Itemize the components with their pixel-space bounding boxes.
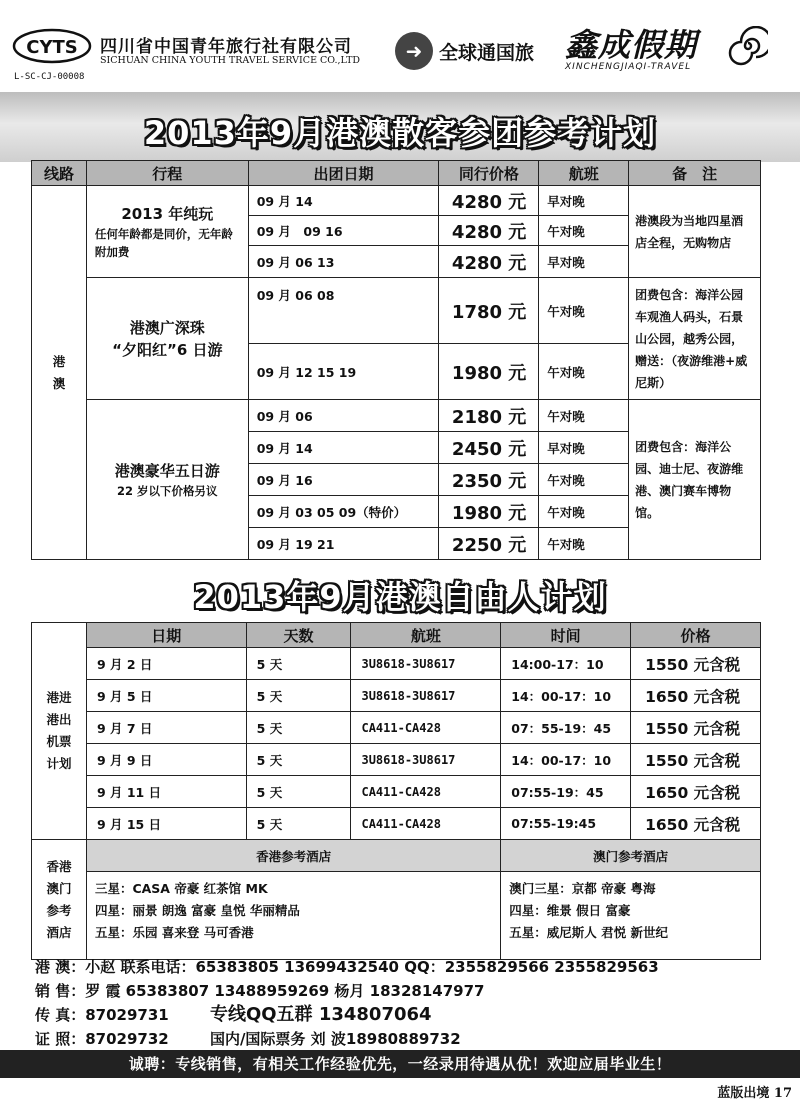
route-label: 港澳 xyxy=(52,353,66,391)
mo-hotel-3star: 澳门三星：京都 帝豪 粤海 xyxy=(509,881,656,896)
price-cell: 1650 元含税 xyxy=(631,808,761,840)
price-cell: 4280 元 xyxy=(439,246,539,278)
ticket-plan-side xyxy=(32,623,87,840)
hotel-row xyxy=(32,872,761,960)
hk-hotel-5star: 五星：乐园 喜来登 马可香港 xyxy=(94,925,254,940)
contact-visa: 证 照：87029732 xyxy=(35,1030,169,1048)
flight-cell: 早对晚 xyxy=(539,186,629,216)
itinerary-name: 港澳豪华五日游 xyxy=(114,461,220,480)
hk-hotel-title: 香港参考酒店 xyxy=(86,840,500,872)
date-cell: 09 月 06 13 xyxy=(248,246,439,278)
date-cell: 09 月 16 xyxy=(248,464,439,496)
date-cell: 09 月 03 05 09（特价） xyxy=(248,496,439,528)
itinerary-sub: 任何年龄都是同价，无年龄附加费 xyxy=(94,226,233,259)
price-cell: 1550 元含税 xyxy=(631,744,761,776)
flight-cell: 午对晚 xyxy=(539,496,629,528)
table-row xyxy=(32,744,761,776)
flight-cell: 3U8618-3U8617 xyxy=(351,744,501,776)
itinerary-cell xyxy=(86,278,248,400)
col-header-flight: 航班 xyxy=(351,623,501,648)
plan2-title: 2013年9月港澳自由人计划 xyxy=(193,578,607,616)
flight-cell: 3U8618-3U8617 xyxy=(351,680,501,712)
date-cell: 09 月 14 xyxy=(248,432,439,464)
note-cell: 港澳段为当地四星酒店全程，无购物店 xyxy=(629,186,761,278)
contact-sales: 销 售：罗 霞 65383807 13488959269 杨月 18328147977 xyxy=(35,982,485,1000)
table-row xyxy=(32,648,761,680)
plan1-title: 2013年9月港澳散客参团参考计划 xyxy=(143,114,657,152)
itinerary-cell xyxy=(86,400,248,560)
flight-cell: CA411-CA428 xyxy=(351,776,501,808)
hk-hotel-3star: 三星：CASA 帝豪 红茶馆 MK xyxy=(94,881,268,896)
cyts-logo-icon xyxy=(12,28,92,68)
price-cell: 2450 元 xyxy=(439,432,539,464)
group-tour-table xyxy=(31,160,761,560)
price-cell: 1980 元 xyxy=(439,496,539,528)
price-cell: 1980 元 xyxy=(439,344,539,400)
hk-hotel-4star: 四星：丽景 朗逸 富豪 皇悦 华丽精品 xyxy=(94,903,300,918)
xincheng-brand-cn: 鑫成假期 xyxy=(565,26,698,64)
free-travel-table xyxy=(31,622,761,960)
mo-hotel-5star: 五星：威尼斯人 君悦 新世纪 xyxy=(509,925,668,940)
note-cell: 团费包含：海洋公园车观渔人码头，石景山公园，越秀公园，赠送：（夜游维港+威尼斯） xyxy=(629,278,761,400)
price-cell: 1650 元含税 xyxy=(631,680,761,712)
time-cell: 07：55-19：45 xyxy=(501,712,631,744)
price-cell: 1780 元 xyxy=(439,278,539,344)
flight-cell: CA411-CA428 xyxy=(351,808,501,840)
xincheng-brand-en: XINCHENGJIAQI-TRAVEL xyxy=(565,62,692,72)
itinerary-name-2: “夕阳红”6 日游 xyxy=(112,340,223,359)
qqt-brand-name: 全球通国旅 xyxy=(439,41,535,64)
col-header-time: 时间 xyxy=(501,623,631,648)
days-cell: 5 天 xyxy=(246,680,351,712)
col-header-price: 同行价格 xyxy=(439,161,539,186)
days-cell: 5 天 xyxy=(246,744,351,776)
flight-cell: 3U8618-3U8617 xyxy=(351,648,501,680)
price-cell: 4280 元 xyxy=(439,186,539,216)
table-row xyxy=(32,186,761,216)
date-cell: 09 月 06 08 xyxy=(248,278,439,344)
table-row xyxy=(32,680,761,712)
col-header-days: 天数 xyxy=(246,623,351,648)
date-cell: 09 月 06 xyxy=(248,400,439,432)
table-row xyxy=(32,400,761,432)
note-cell: 团费包含：海洋公园、迪士尼、夜游维港、澳门赛车博物馆。 xyxy=(629,400,761,560)
mo-hotel-4star: 四星：维景 假日 富豪 xyxy=(509,903,631,918)
mo-hotel-title: 澳门参考酒店 xyxy=(501,840,761,872)
time-cell: 07:55-19：45 xyxy=(501,776,631,808)
price-cell: 2180 元 xyxy=(439,400,539,432)
table-row xyxy=(32,712,761,744)
recruitment-banner: 诚聘：专线销售，有相关工作经验优先，一经录用待遇从优！欢迎应届毕业生！ xyxy=(0,1050,800,1078)
date-cell: 09 月 12 15 19 xyxy=(248,344,439,400)
page-number: 蓝版出境 17 xyxy=(717,1086,792,1101)
date-cell: 09 月 19 21 xyxy=(248,528,439,560)
itinerary-name: 港澳广深珠 xyxy=(129,318,205,337)
flight-cell: 早对晚 xyxy=(539,246,629,278)
flight-cell: 午对晚 xyxy=(539,216,629,246)
days-cell: 5 天 xyxy=(246,648,351,680)
contact-ticketing: 国内/国际票务 刘 波18980889732 xyxy=(209,1030,461,1048)
ticket-plan-label: 港进港出机票计划 xyxy=(46,690,72,771)
date-cell: 9 月 9 日 xyxy=(86,744,246,776)
hk-hotel-list xyxy=(86,872,500,960)
price-cell: 2250 元 xyxy=(439,528,539,560)
price-cell: 1550 元含税 xyxy=(631,648,761,680)
contact-fax-row xyxy=(35,1003,659,1027)
col-header-date: 日期 xyxy=(86,623,246,648)
contacts xyxy=(35,955,659,1051)
date-cell: 9 月 2 日 xyxy=(86,648,246,680)
company-name-cn: 四川省中国青年旅行社有限公司 xyxy=(100,37,352,57)
table-row xyxy=(32,278,761,344)
itinerary-cell xyxy=(86,186,248,278)
table-header-row xyxy=(32,623,761,648)
flight-cell: 午对晚 xyxy=(539,528,629,560)
route-cell xyxy=(32,186,87,560)
contact-hk-macau: 港 澳：小赵 联系电话：65383805 13699432540 QQ：2355829566 2355829563 xyxy=(35,958,659,976)
hotel-side-label: 香港澳门参考酒店 xyxy=(46,858,72,940)
company-name-en: SICHUAN CHINA YOUTH TRAVEL SERVICE CO.,LTD xyxy=(100,55,361,66)
flight-cell: 午对晚 xyxy=(539,344,629,400)
date-cell: 9 月 7 日 xyxy=(86,712,246,744)
table-row xyxy=(32,808,761,840)
col-header-price: 价格 xyxy=(631,623,761,648)
days-cell: 5 天 xyxy=(246,776,351,808)
date-cell: 9 月 15 日 xyxy=(86,808,246,840)
col-header-flight: 航班 xyxy=(539,161,629,186)
col-header-note: 备 注 xyxy=(629,161,761,186)
time-cell: 07:55-19:45 xyxy=(501,808,631,840)
itinerary-sub: 22 岁以下价格另议 xyxy=(117,483,218,498)
time-cell: 14:00-17：10 xyxy=(501,648,631,680)
flight-cell: 午对晚 xyxy=(539,278,629,344)
contact-visa-row xyxy=(35,1027,659,1051)
time-cell: 14：00-17：10 xyxy=(501,680,631,712)
date-cell: 9 月 5 日 xyxy=(86,680,246,712)
flight-cell: 午对晚 xyxy=(539,464,629,496)
price-cell: 2350 元 xyxy=(439,464,539,496)
col-header-itinerary: 行程 xyxy=(86,161,248,186)
license-number: L-SC-CJ-00008 xyxy=(14,72,85,82)
swirl-icon xyxy=(728,26,768,66)
mo-hotel-list xyxy=(501,872,761,960)
price-cell: 1550 元含税 xyxy=(631,712,761,744)
itinerary-name: 2013 年纯玩 xyxy=(121,204,214,223)
header xyxy=(0,0,800,92)
hotel-header-row xyxy=(32,840,761,872)
contact-qq-group: 专线QQ五群 134807064 xyxy=(209,1004,432,1025)
date-cell: 9 月 11 日 xyxy=(86,776,246,808)
col-header-date: 出团日期 xyxy=(248,161,439,186)
table-row xyxy=(32,776,761,808)
time-cell: 14：00-17：10 xyxy=(501,744,631,776)
days-cell: 5 天 xyxy=(246,808,351,840)
col-header-route: 线路 xyxy=(32,161,87,186)
days-cell: 5 天 xyxy=(246,712,351,744)
cyts-logo-text: CYTS xyxy=(26,37,78,58)
arrow-circle-icon: ➜ xyxy=(395,32,433,70)
price-cell: 4280 元 xyxy=(439,216,539,246)
flight-cell: CA411-CA428 xyxy=(351,712,501,744)
date-cell: 09 月 14 xyxy=(248,186,439,216)
table-header-row xyxy=(32,161,761,186)
date-cell: 09 月 09 16 xyxy=(248,216,439,246)
price-cell: 1650 元含税 xyxy=(631,776,761,808)
contact-fax: 传 真：87029731 xyxy=(35,1006,169,1024)
qqt-brand xyxy=(395,32,534,70)
xincheng-brand xyxy=(565,20,697,72)
flight-cell: 早对晚 xyxy=(539,432,629,464)
hotel-side xyxy=(32,840,87,960)
flight-cell: 午对晚 xyxy=(539,400,629,432)
